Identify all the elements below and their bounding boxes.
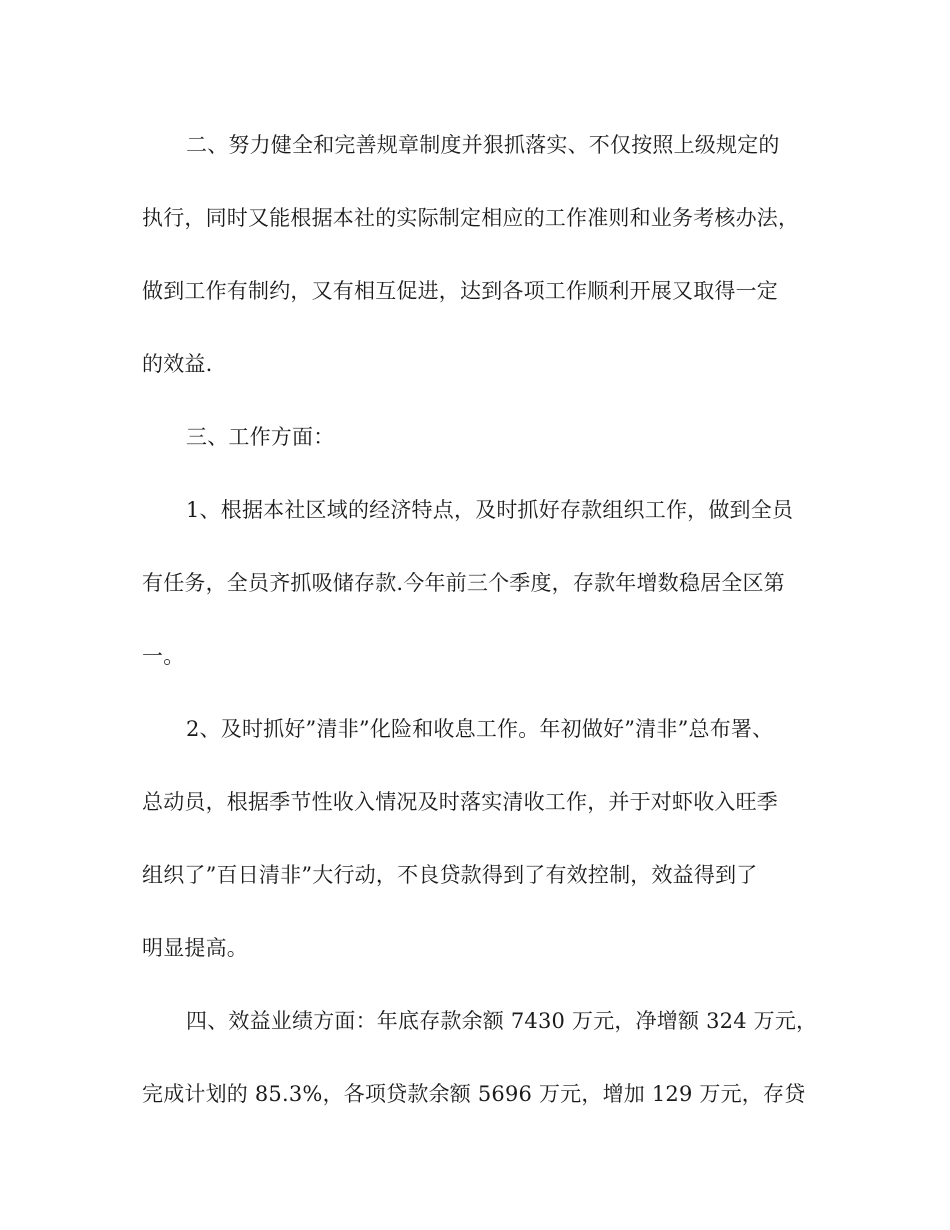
- paragraph-line: 的效益.: [142, 352, 213, 376]
- paragraph-line: 执行，同时又能根据本社的实际制定相应的工作准则和业务考核办法，: [142, 206, 800, 230]
- paragraph-line: 做到工作有制约，又有相互促进，达到各项工作顺利开展又取得一定: [142, 279, 778, 303]
- paragraph-line: 2、及时抓好”清非”化险和收息工作。年初做好”清非”总布署、: [186, 717, 774, 741]
- paragraph-line: 总动员，根据季节性收入情况及时落实清收工作，并于对虾收入旺季: [142, 790, 778, 814]
- paragraph-line: 1、根据本社区域的经济特点，及时抓好存款组织工作，做到全员: [186, 498, 794, 522]
- paragraph-line: 一。: [142, 644, 185, 668]
- paragraph-line: 四、效益业绩方面：年底存款余额 7430 万元，净增额 324 万元，: [186, 1009, 818, 1033]
- section-heading: 三、工作方面：: [186, 425, 335, 449]
- paragraph-line: 完成计划的 85.3%，各项贷款余额 5696 万元，增加 129 万元，存贷: [142, 1082, 806, 1106]
- paragraph-line: 明显提高。: [142, 936, 248, 960]
- paragraph-line: 有任务，全员齐抓吸储存款.今年前三个季度，存款年增数稳居全区第: [142, 571, 785, 595]
- paragraph-line: 组织了”百日清非”大行动，不良贷款得到了有效控制，效益得到了: [142, 863, 758, 887]
- paragraph-line: 二、努力健全和完善规章制度并狠抓落实、不仅按照上级规定的: [186, 133, 780, 157]
